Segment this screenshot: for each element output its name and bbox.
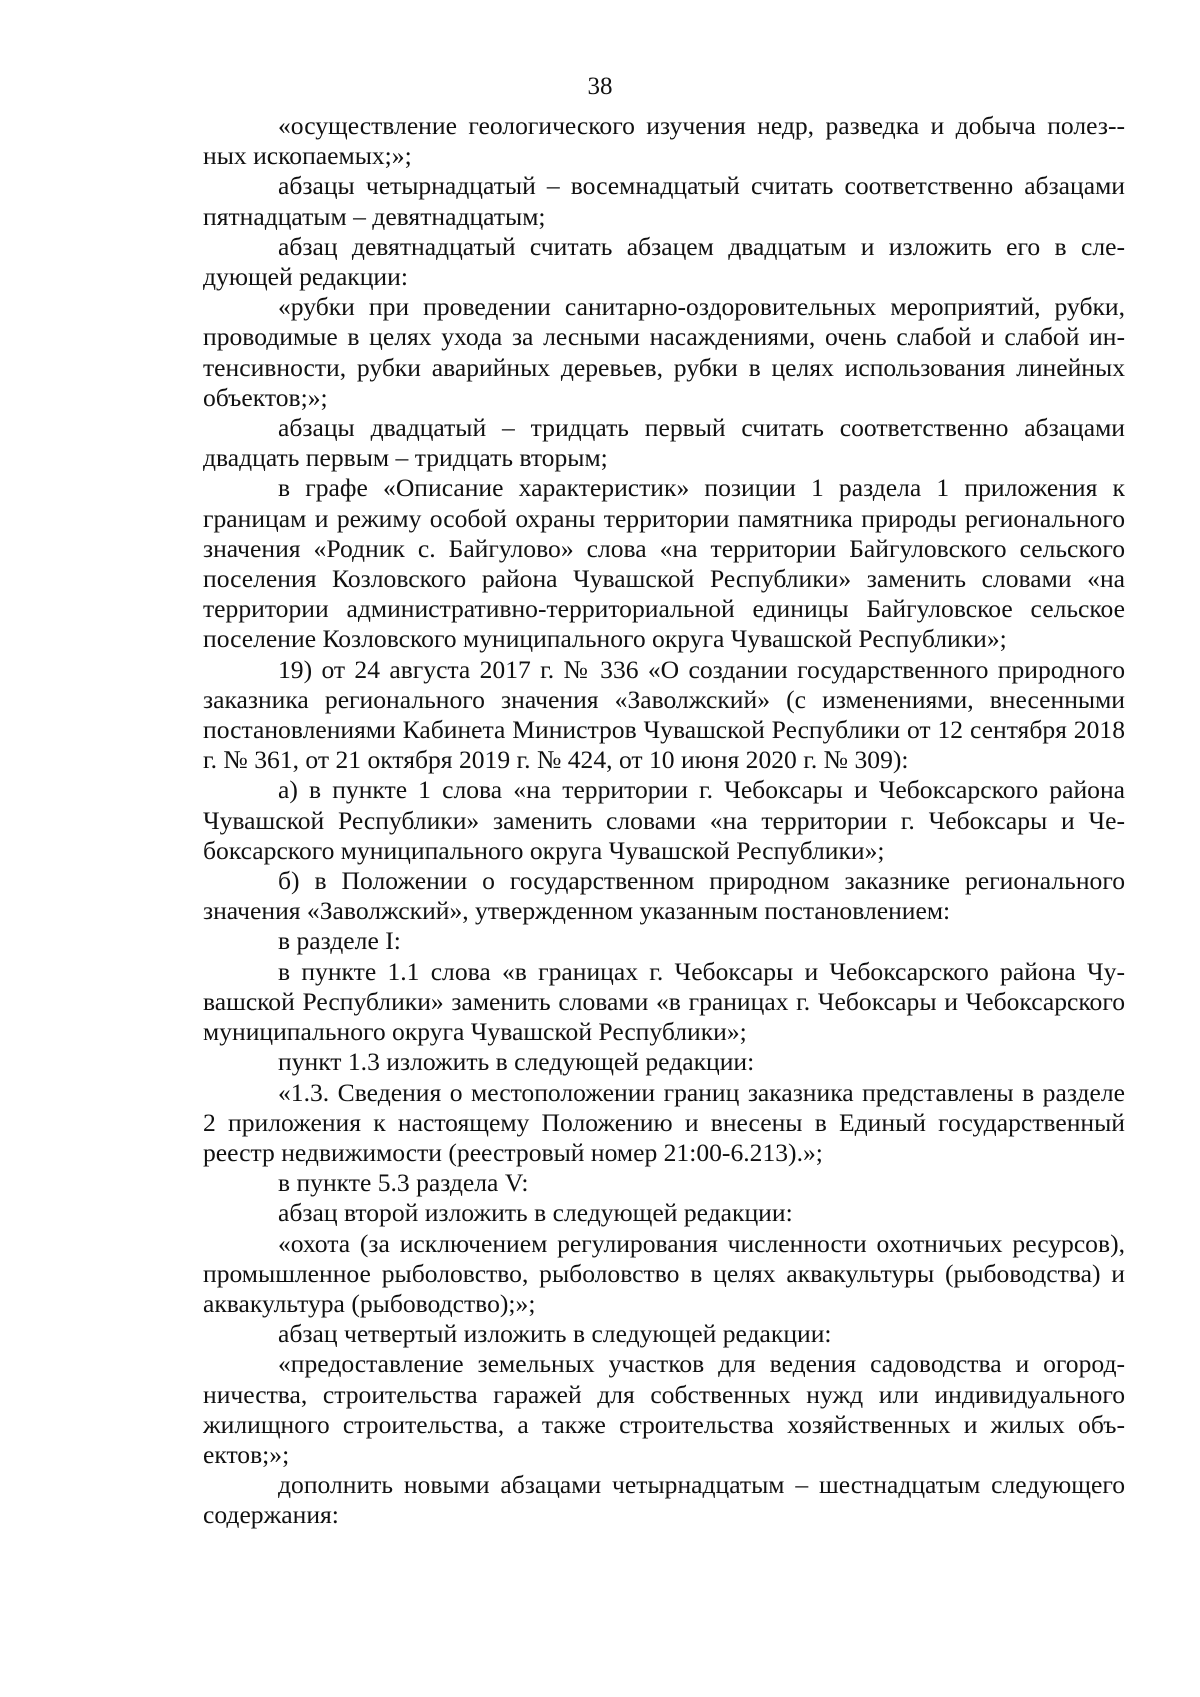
paragraph-1: «осуществление геологического изучения недр, разведка и добыча полез-ных ископаемых;»; — [203, 111, 1125, 171]
paragraph-9: б) в Положении о государственном природном заказнике регионального значения «Заволжский», утвержденном указанным постановлением: — [203, 866, 1125, 926]
paragraph-19: дополнить новыми абзацами четырнадцатым – шестнадцатым следующего содержания: — [203, 1470, 1125, 1530]
paragraph-6: в графе «Описание характеристик» позиции 1 раздела 1 приложения к границам и режиму особой охраны территории памятника природы регионального значения «Родник с. Байгулово» слова «на территории Байгуловского сельского поселения Козловского района Чувашской Республики» заменить словами «на территории административно-территориальной единицы Байгуловское сельское поселение Козловского муниципального округа Чувашской Республики»; — [203, 473, 1125, 654]
paragraph-11: в пункте 1.1 слова «в границах г. Чебоксары и Чебоксарского района Чувашской Республики» заменить словами «в границах г. Чебоксары и Чебоксарского муниципального округа Чувашской Республики»; — [203, 956, 1125, 1047]
paragraph-5: абзацы двадцатый – тридцать первый считать соответственно абзацами двадцать первым – тридцать вторым; — [203, 413, 1125, 473]
paragraph-2: абзацы четырнадцатый – восемнадцатый считать соответственно абзацами пятнадцатым – девятнадцатым; — [203, 171, 1125, 231]
paragraph-7: 19) от 24 августа 2017 г. № 336 «О создании государственного природного заказника регионального значения «Заволжский» (с изменениями, внесенными постановлениями Кабинета Министров Чувашской Республики от 12 сентября 2018 г. № 361, от 21 октября 2019 г. № 424, от 10 июня 2020 г. № 309): — [203, 654, 1125, 775]
paragraph-13: «1.3. Сведения о местоположении границ заказника представлены в разделе 2 приложения к настоящему Положению и внесены в Единый государственный реестр недвижимости (реестровый номер 21:00-6.213).»; — [203, 1077, 1125, 1167]
paragraph-18: «предоставление земельных участков для ведения садоводства и огородничества, строительства гаражей для собственных нужд или индивидуального жилищного строительства, а также строительства хозяйственных и жилых объектов;»; — [203, 1349, 1125, 1469]
document-body — [203, 111, 1125, 1531]
paragraph-3: абзац девятнадцатый считать абзацем двадцатым и изложить его в следующей редакции: — [203, 231, 1125, 292]
paragraph-10: в разделе I: — [278, 926, 401, 956]
paragraph-15: абзац второй изложить в следующей редакции: — [278, 1198, 793, 1228]
paragraph-16: «охота (за исключением регулирования численности охотничьих ресурсов), промышленное рыболовство, рыболовство в целях аквакультуры (рыбоводства) и аквакультура (рыбоводство);»; — [203, 1228, 1125, 1318]
paragraph-4: «рубки при проведении санитарно-оздоровительных мероприятий, рубки, проводимые в целях ухода за лесными насаждениями, очень слабой и слабой интенсивности, рубки аварийных деревьев, рубки в целях использования линейных объектов;»; — [203, 292, 1125, 412]
paragraph-17: абзац четвертый изложить в следующей редакции: — [278, 1319, 832, 1349]
paragraph-12: пункт 1.3 изложить в следующей редакции: — [278, 1047, 755, 1077]
page-number: 38 — [587, 73, 613, 100]
paragraph-8: а) в пункте 1 слова «на территории г. Чебоксары и Чебоксарского района Чувашской Республики» заменить словами «на территории г. Чебоксары и Чебоксарского муниципального округа Чувашской Республики»; — [203, 775, 1125, 865]
paragraph-14: в пункте 5.3 раздела V: — [278, 1168, 529, 1198]
